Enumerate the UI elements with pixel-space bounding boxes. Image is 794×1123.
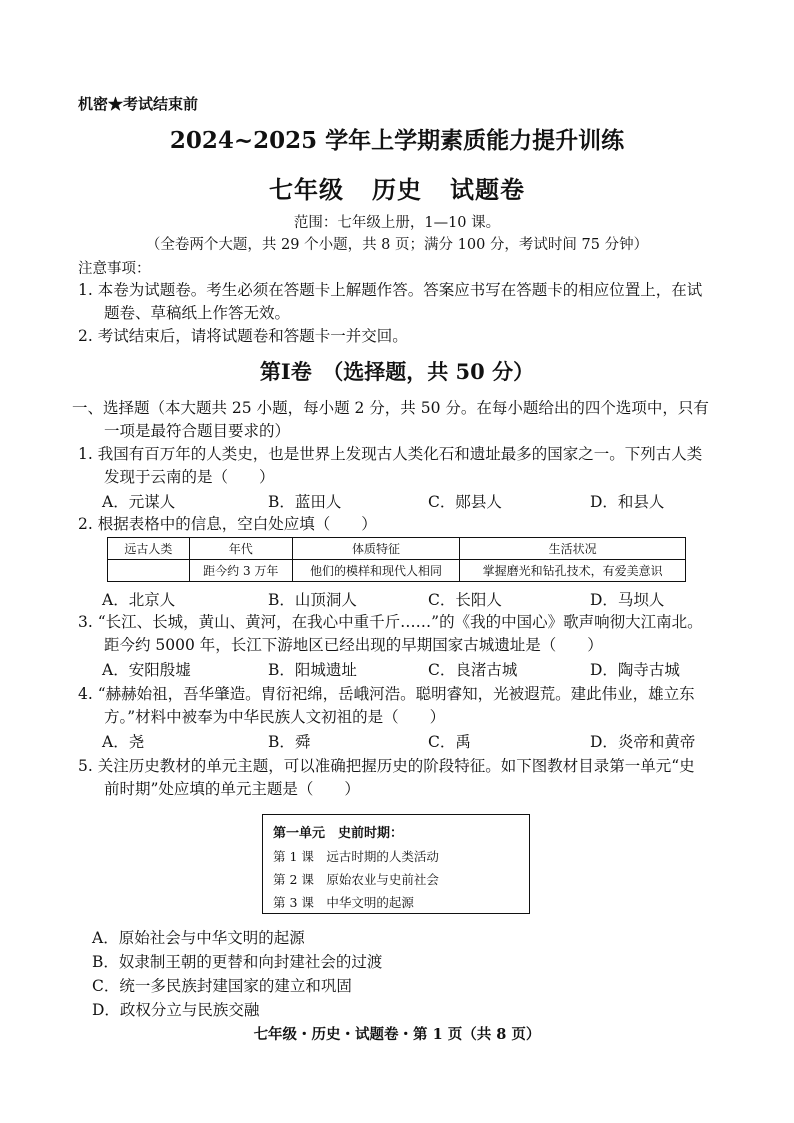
box-lesson-item: 第 3 课 中华文明的起源 <box>273 895 414 910</box>
q2-option-c: C．长阳人 <box>428 591 502 609</box>
q3-option-b: B．阳城遗址 <box>268 661 357 679</box>
q5-option-a: A．原始社会与中华文明的起源 <box>92 929 305 947</box>
box-lesson-item: 第 1 课 远古时期的人类活动 <box>273 849 439 864</box>
box-lesson-item: 第 2 课 原始农业与史前社会 <box>273 872 439 887</box>
question-3: 3. “长江、长城，黄山、黄河，在我心中重千斤……”的《我的中国心》歌声响彻大江南北。 <box>78 613 703 631</box>
question-4: 4. “赫赫始祖，吾华肇造。胄衍祀绵，岳峨河浩。聪明睿知，光被遐荒。建此伟业，雄立东 <box>78 685 695 703</box>
textbook-contents-box <box>262 814 530 914</box>
question-5: 5. 关注历史教材的单元主题，可以准确把握历史的阶段特征。如下图教材目录第一单元“史 <box>78 757 695 775</box>
table-header-cell: 体质特征 <box>292 538 460 560</box>
part-heading: 第Ⅰ卷 （选择题，共 50 分） <box>259 359 535 384</box>
question-4-cont: 方。”材料中被奉为中华民族人文初祖的是（ ） <box>104 708 446 726</box>
confidential-mark: 机密★考试结束前 <box>78 95 199 113</box>
q2-option-a: A．北京人 <box>102 591 176 609</box>
page-footer: 七年级・历史・试题卷・第 1 页（共 8 页） <box>253 1026 541 1043</box>
q5-option-c: C．统一多民族封建国家的建立和巩固 <box>92 977 352 995</box>
section-heading-cont: 一项是最符合题目要求的） <box>104 422 291 440</box>
notice-item-1-cont: 题卷、草稿纸上作答无效。 <box>104 304 291 322</box>
question-5-cont: 前时期”处应填的单元主题是（ ） <box>104 780 360 798</box>
table-cell: 他们的模样和现代人相同 <box>292 560 460 582</box>
q2-option-d: D．马坝人 <box>590 591 665 609</box>
notice-heading: 注意事项： <box>78 261 151 277</box>
exam-title: 2024~2025 学年上学期素质能力提升训练 <box>169 127 625 154</box>
table-header-row <box>108 538 686 560</box>
subtitle-subject: 历史 <box>372 175 422 204</box>
table-row <box>108 560 686 582</box>
question-2: 2. 根据表格中的信息，空白处应填（ ） <box>78 515 377 533</box>
q4-option-d: D．炎帝和黄帝 <box>590 733 696 751</box>
table-cell-blank <box>108 560 190 582</box>
table-header-cell: 年代 <box>189 538 292 560</box>
exam-range: 范围：七年级上册，1—10 课。 <box>293 215 501 231</box>
question-3-cont: 距今约 5000 年，长江下游地区已经出现的早期国家古城遗址是（ ） <box>104 636 603 654</box>
q3-option-d: D．陶寺古城 <box>590 661 680 679</box>
q1-option-d: D．和县人 <box>590 493 665 511</box>
question-1: 1. 我国有百万年的人类史，也是世界上发现古人类化石和遗址最多的国家之一。下列古人类 <box>78 445 703 463</box>
q4-option-c: C．禹 <box>428 733 471 751</box>
subtitle-type: 试题卷 <box>450 175 525 204</box>
q5-option-d: D．政权分立与民族交融 <box>92 1001 260 1019</box>
q3-option-c: C．良渚古城 <box>428 661 518 679</box>
table-cell: 掌握磨光和钻孔技术，有爱美意识 <box>460 560 686 582</box>
q4-option-a: A．尧 <box>102 733 145 751</box>
notice-item-2: 2. 考试结束后，请将试题卷和答题卡一并交回。 <box>78 327 408 345</box>
subtitle-grade: 七年级 <box>269 175 344 204</box>
q1-option-a: A．元谋人 <box>102 493 176 511</box>
section-heading: 一、选择题（本大题共 25 小题，每小题 2 分，共 50 分。在每小题给出的四个选项中，只有 <box>72 399 709 417</box>
q1-option-b: B．蓝田人 <box>268 493 342 511</box>
q3-option-a: A．安阳殷墟 <box>102 661 191 679</box>
exam-meta: （全卷两个大题，共 29 个小题，共 8 页；满分 100 分，考试时间 75 分钟） <box>145 237 649 253</box>
q2-option-b: B．山顶洞人 <box>268 591 357 609</box>
box-unit-heading: 第一单元 史前时期： <box>273 826 404 841</box>
q5-option-b: B．奴隶制王朝的更替和向封建社会的过渡 <box>92 953 383 971</box>
q1-option-c: C．郧县人 <box>428 493 502 511</box>
exam-subtitle <box>0 170 794 205</box>
q4-option-b: B．舜 <box>268 733 311 751</box>
table-header-cell: 生活状况 <box>460 538 686 560</box>
table-cell: 距今约 3 万年 <box>189 560 292 582</box>
table-header-cell: 远古人类 <box>108 538 190 560</box>
notice-item-1: 1. 本卷为试题卷。考生必须在答题卡上解题作答。答案应书写在答题卡的相应位置上，在试 <box>78 281 703 299</box>
question-1-cont: 发现于云南的是（ ） <box>104 468 275 486</box>
question-2-table <box>107 537 686 582</box>
